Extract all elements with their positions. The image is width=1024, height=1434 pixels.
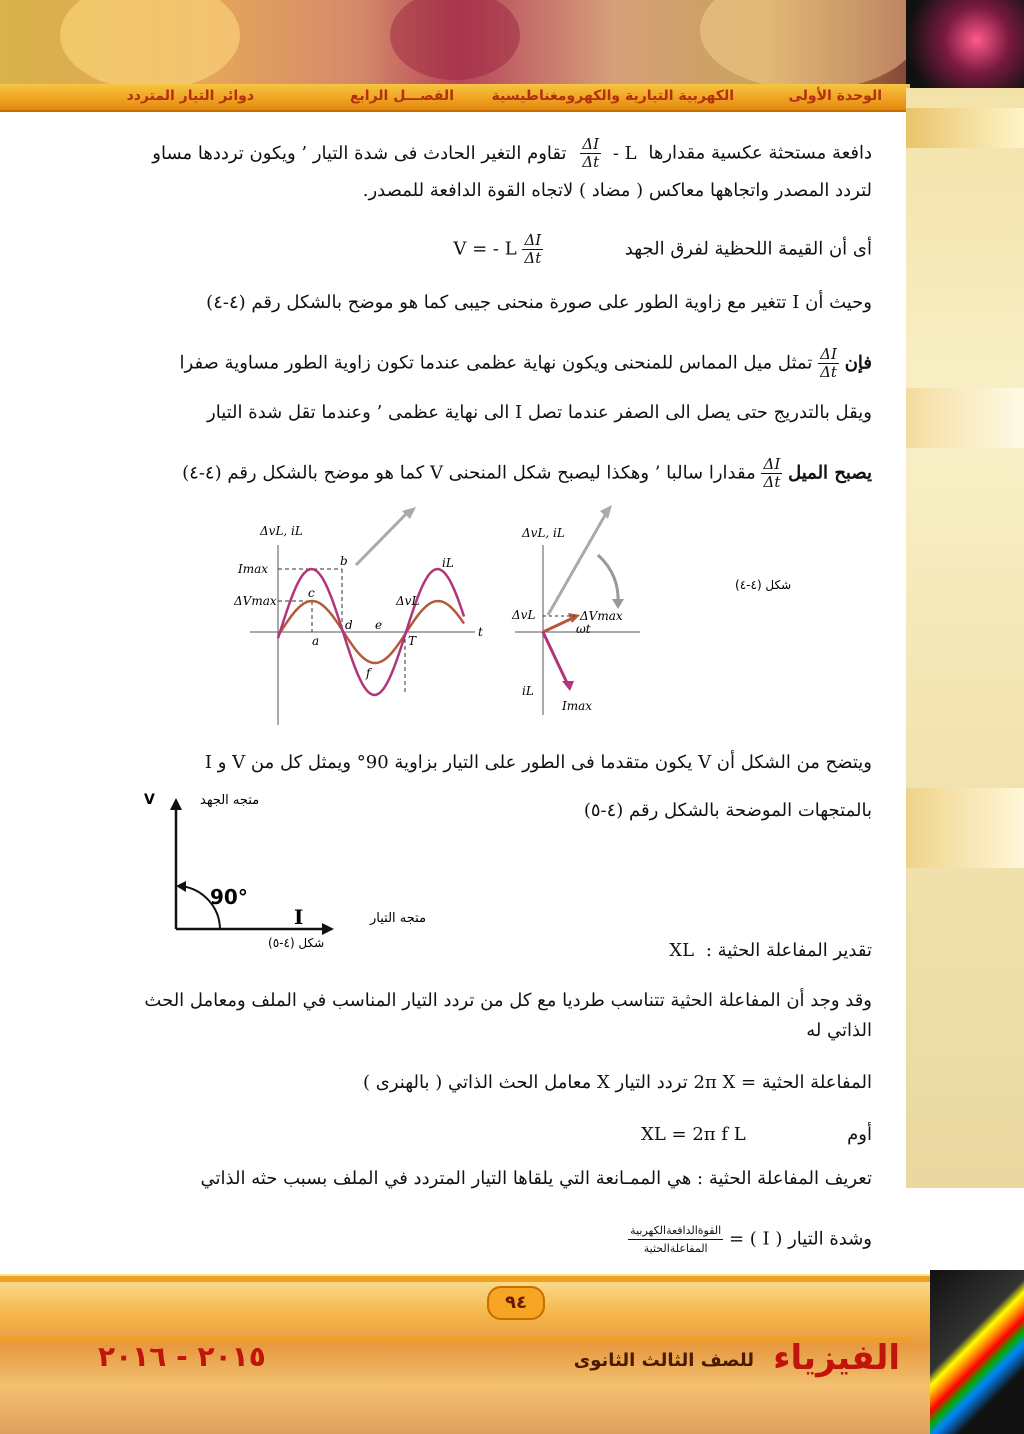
fraction-di-dt: $\frac{\Delta I}{\Delta t}$ bbox=[582, 135, 600, 171]
text-line-12: الذاتي له bbox=[806, 1020, 872, 1041]
text-line-6: ويقل بالتدريج حتى يصل الى الصفر عندما تصل I الى نهاية عظمى ’ وعندما تقل شدة التيار bbox=[207, 402, 872, 423]
figure-4-4 bbox=[230, 505, 792, 730]
header-topic: دوائر التيار المتردد bbox=[126, 88, 254, 104]
text-line-15: تعريف المفاعلة الحثية : هي الممـانعة التي يلقاها التيار المتردد في الملف بسبب حثه الذاتي bbox=[200, 1168, 872, 1189]
text-line-1: دافعة مستحثة عكسية مقدارها - L $\frac{\Delta I}{\Delta t}$ تقاوم التغير الحادث فى شدة التيار ’ ويكون ترددها مساو bbox=[152, 135, 872, 171]
book-subtitle: للصف الثالث الثانوى bbox=[573, 1350, 754, 1371]
il-label: iL bbox=[442, 556, 454, 570]
text-line-9: بالمتجهات الموضحة بالشكل رقم (٤-٥) bbox=[583, 800, 872, 821]
text-line-5: فإن $\frac{\Delta I}{\Delta t}$ تمثل ميل المماس للمنحنى ويكون نهاية عظمى عندما تكون زاوية الطور مساوية صفرا bbox=[179, 345, 872, 381]
footer-rule-top bbox=[0, 1276, 930, 1282]
voltage-symbol: V bbox=[144, 792, 155, 808]
dvl-label: ΔvL bbox=[396, 594, 420, 608]
svg-text:b: b bbox=[340, 554, 348, 568]
svg-text:d: d bbox=[345, 618, 353, 632]
svg-text:a: a bbox=[312, 634, 320, 648]
header-unit: الوحدة الأولى bbox=[788, 88, 882, 104]
voltage-vector-label: متجه الجهد bbox=[200, 793, 260, 808]
dvmax-label: ΔVmax bbox=[234, 594, 277, 608]
text-line-3: أى أن القيمة اللحظية لفرق الجهد $\frac{\Delta I}{\Delta t}$ V = - L bbox=[453, 231, 872, 267]
book-title: الفيزياء bbox=[773, 1338, 900, 1378]
text-line-2: لتردد المصدر واتجاهها معاكس ( مضاد ) لاتجاه القوة الدافعة للمصدر. bbox=[362, 180, 872, 201]
prism-decoration bbox=[930, 1270, 1024, 1434]
text-line-8: ويتضح من الشكل أن V يكون متقدما فى الطور على التيار بزاوية 90° ويمثل كل من V و I bbox=[204, 752, 872, 773]
page-number: ٩٤ bbox=[487, 1286, 545, 1320]
text-line-11: وقد وجد أن المفاعلة الحثية تتناسب طرديا مع كل من تردد التيار المناسب في الملف ومعامل الحث bbox=[144, 990, 872, 1011]
svg-text:ωt: ωt bbox=[576, 622, 591, 636]
angle-label: 90° bbox=[210, 885, 248, 909]
side-decoration bbox=[906, 88, 1024, 1188]
text-line-4: وحيث أن I تتغير مع زاوية الطور على صورة منحنى جيبى كما هو موضح بالشكل رقم (٤-٤) bbox=[206, 292, 872, 313]
text-line-7: يصبح الميل $\frac{\Delta I}{\Delta t}$ مقدارا سالبا ’ وهكذا ليصبح شكل المنحنى V كما هو موضح بالشكل رقم (٤-٤) bbox=[182, 455, 872, 491]
text-line-14: أوم XL = 2π f L bbox=[641, 1124, 872, 1145]
corner-decoration bbox=[906, 0, 1024, 100]
svg-text:c: c bbox=[308, 586, 315, 600]
svg-text:iL: iL bbox=[522, 684, 534, 698]
svg-text:ΔvL: ΔvL bbox=[512, 608, 536, 622]
figure-4-5-caption: شكل (٤-٥) bbox=[268, 936, 325, 950]
current-vector-label: متجه التيار bbox=[370, 911, 427, 926]
header-artwork bbox=[0, 0, 1024, 88]
text-line-16: وشدة التيار ( I ) = $\frac{\text{القوةالدافعةالكهربية}}{\text{المفاعلةالحثية}}$ bbox=[630, 1224, 872, 1255]
svg-text:T: T bbox=[408, 634, 417, 648]
current-symbol: I bbox=[294, 905, 304, 929]
figure-4-4-caption: شكل (٤-٤) bbox=[735, 578, 792, 592]
header-subject: الكهربية التيارية والكهرومغناطيسية bbox=[491, 88, 734, 104]
svg-text:ΔVmax: ΔVmax bbox=[580, 609, 623, 623]
figure-4-5 bbox=[140, 784, 427, 954]
text-line-10: تقدير المفاعلة الحثية : XL bbox=[669, 940, 872, 961]
header-chapter: الفصـــل الرابع bbox=[349, 88, 454, 104]
svg-text:f: f bbox=[366, 666, 371, 680]
school-years: ٢٠١٥ - ٢٠١٦ bbox=[98, 1340, 266, 1373]
imax-label: Imax bbox=[238, 562, 269, 576]
svg-text:e: e bbox=[375, 618, 383, 632]
text-line-13: المفاعلة الحثية = 2π X تردد التيار X معامل الحث الذاتي ( بالهنرى ) bbox=[363, 1072, 872, 1093]
svg-text:Imax: Imax bbox=[562, 699, 593, 713]
svg-text:ΔvL, iL: ΔvL, iL bbox=[522, 526, 565, 540]
axis-y-label: ΔvL, iL bbox=[260, 524, 303, 538]
axis-t-label: t bbox=[478, 625, 483, 639]
